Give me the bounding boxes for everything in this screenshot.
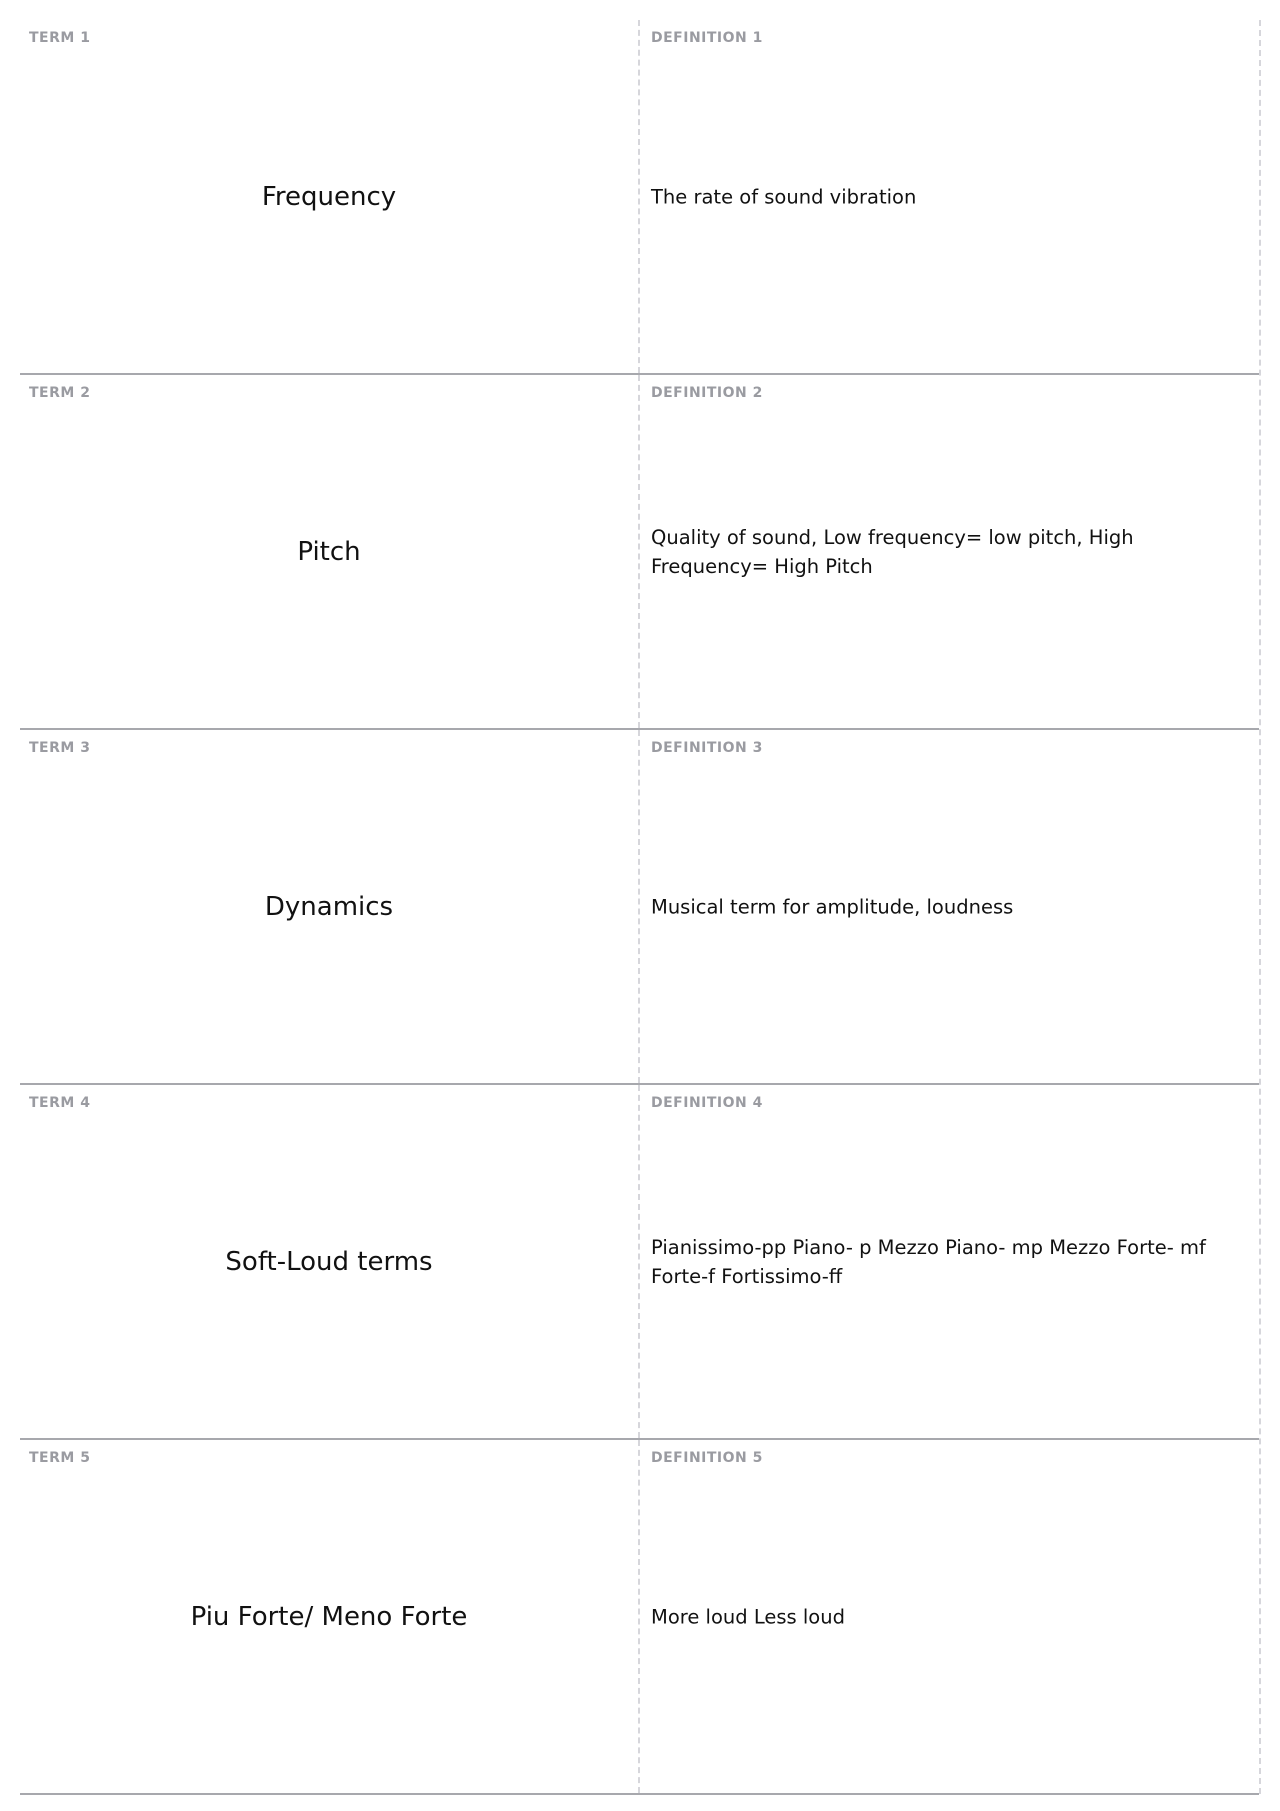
term-label: TERM 2	[29, 385, 91, 401]
term-label: TERM 1	[29, 30, 91, 46]
definition-cell	[640, 730, 1259, 1083]
definition-text: Pianissimo-pp Piano- p Mezzo Piano- mp Mezzo Forte- mf Forte-f Fortissimo-ff	[651, 1235, 1206, 1288]
term-cell	[20, 375, 640, 728]
card-row-3	[20, 730, 1259, 1085]
card-row-1	[20, 20, 1259, 375]
term-label: TERM 5	[29, 1450, 91, 1466]
definition-text: Musical term for amplitude, loudness	[651, 895, 1014, 918]
definition-label: DEFINITION 4	[651, 1095, 763, 1111]
term-text: Dynamics	[264, 891, 394, 922]
term-text: Soft-Loud terms	[225, 1246, 433, 1277]
term-text: Frequency	[261, 181, 397, 212]
definition-cell	[640, 1085, 1259, 1438]
definition-text: Quality of sound, Low frequency= low pitch, High Frequency= High Pitch	[651, 525, 1134, 578]
card-row-5	[20, 1440, 1259, 1795]
term-label: TERM 4	[29, 1095, 91, 1111]
flashcard-sheet	[20, 20, 1261, 1794]
term-cell	[20, 1440, 640, 1793]
definition-cell	[640, 1440, 1259, 1793]
term-cell	[20, 1085, 640, 1438]
term-label: TERM 3	[29, 740, 91, 756]
definition-label: DEFINITION 1	[651, 30, 763, 46]
definition-cell	[640, 375, 1259, 728]
definition-label: DEFINITION 2	[651, 385, 763, 401]
card-row-2	[20, 375, 1259, 730]
definition-text: More loud Less loud	[651, 1605, 845, 1628]
term-text: Pitch	[297, 536, 361, 567]
term-text: Piu Forte/ Meno Forte	[190, 1601, 468, 1632]
term-cell	[20, 20, 640, 373]
definition-cell	[640, 20, 1259, 373]
definition-label: DEFINITION 5	[651, 1450, 763, 1466]
card-row-4	[20, 1085, 1259, 1440]
definition-text: The rate of sound vibration	[651, 185, 917, 208]
definition-label: DEFINITION 3	[651, 740, 763, 756]
term-cell	[20, 730, 640, 1083]
